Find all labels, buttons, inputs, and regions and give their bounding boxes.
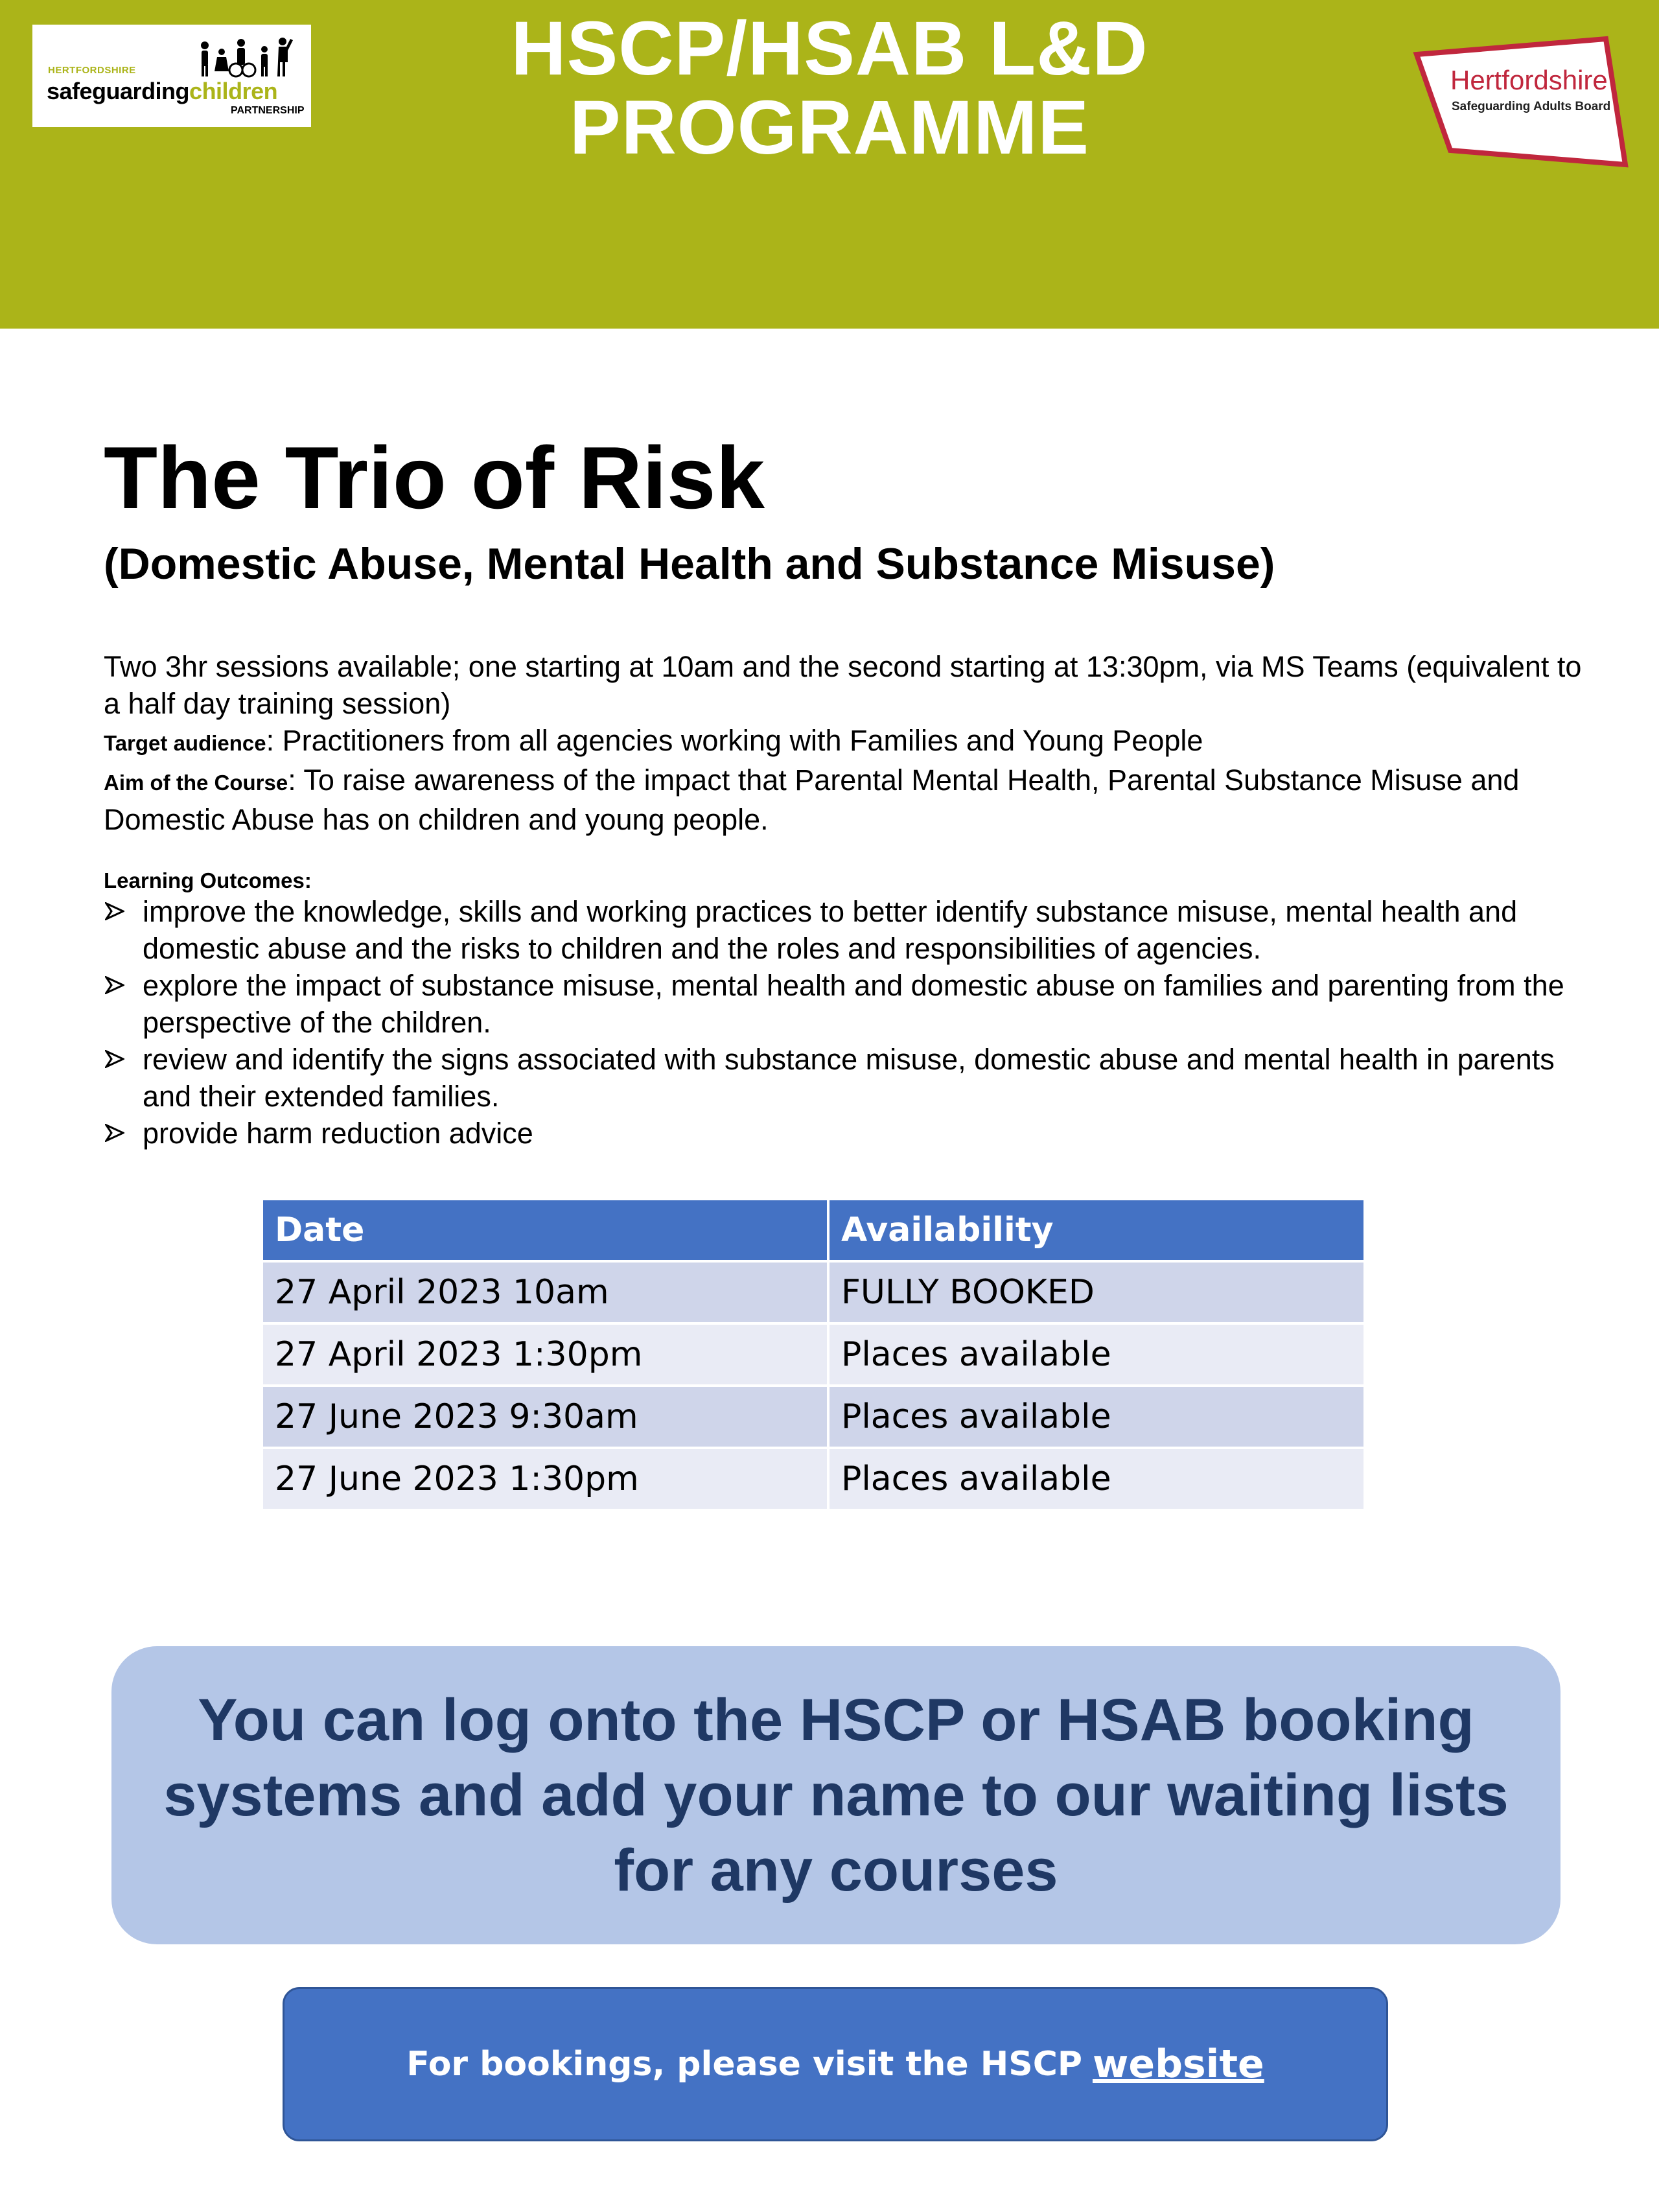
table-row: [262, 1448, 1365, 1510]
course-title: The Trio of Risk: [104, 428, 765, 527]
session-date: 27 June 2023 1:30pm: [262, 1448, 828, 1510]
arrow-bullet-icon: [105, 1124, 124, 1142]
table-row: [262, 1386, 1365, 1448]
logo-wordmark: safeguardingchildren: [47, 78, 278, 104]
session-availability: FULLY BOOKED: [828, 1261, 1365, 1323]
logo-partnership: PARTNERSHIP: [231, 105, 305, 116]
course-intro: [104, 648, 1594, 838]
arrow-bullet-icon: [105, 976, 124, 994]
session-availability: Places available: [828, 1386, 1365, 1448]
safeguarding-children-partnership-logo: [32, 25, 311, 127]
target-audience: [104, 722, 1594, 762]
logo-name: Hertfordshire: [1450, 65, 1608, 95]
target-audience-label: Target audience: [104, 731, 266, 755]
sessions-table: [261, 1198, 1366, 1511]
list-item: explore the impact of substance misuse, mental health and domestic abuse on families and parenting from the perspective of the children.: [104, 967, 1594, 1041]
session-date: 27 June 2023 9:30am: [262, 1386, 828, 1448]
arrow-bullet-icon: [105, 902, 124, 920]
session-date: 27 April 2023 1:30pm: [262, 1323, 828, 1386]
session-date: 27 April 2023 10am: [262, 1261, 828, 1323]
list-item: review and identify the signs associated with substance misuse, domestic abuse and mental health in parents and their extended families.: [104, 1041, 1594, 1115]
target-audience-text: : Practitioners from all agencies working with Families and Young People: [266, 724, 1203, 757]
table-row: [262, 1323, 1365, 1386]
hertfordshire-safeguarding-adults-board-logo: [1411, 35, 1629, 172]
arrow-bullet-icon: [105, 1050, 124, 1068]
waiting-list-callout: [111, 1646, 1560, 1944]
column-header-date: Date: [262, 1199, 828, 1261]
table-header-row: [262, 1199, 1365, 1261]
booking-text: For bookings, please visit the HSCP: [406, 2045, 1082, 2084]
course-aim-text: : To raise awareness of the impact that Parental Mental Health, Parental Substance Misuse and Domestic Abuse has on children and young people.: [104, 763, 1520, 836]
callout-text: You can log onto the HSCP or HSAB booking systems and add your name to our waiting lists for any courses: [163, 1687, 1509, 1903]
family-figures-icon: [196, 36, 293, 78]
list-item: improve the knowledge, skills and working practices to better identify substance misuse, mental health and domestic abuse and the risks to children and the roles and responsibilities of agencies.: [104, 893, 1594, 967]
booking-banner: [283, 1987, 1388, 2141]
table-row: [262, 1261, 1365, 1323]
learning-outcomes-heading: Learning Outcomes:: [104, 868, 312, 892]
course-aim-label: Aim of the Course: [104, 771, 288, 795]
header-banner: [0, 0, 1659, 329]
column-header-availability: Availability: [828, 1199, 1365, 1261]
course-aim: [104, 762, 1594, 838]
learning-outcomes-list: [104, 893, 1594, 1152]
session-availability: Places available: [828, 1448, 1365, 1510]
course-subtitle: (Domestic Abuse, Mental Health and Substance Misuse): [104, 539, 1275, 588]
hscp-website-link[interactable]: website: [1092, 2042, 1264, 2087]
logo-county: HERTFORDSHIRE: [48, 65, 136, 76]
list-item: provide harm reduction advice: [104, 1115, 1594, 1152]
logo-subtitle: Safeguarding Adults Board: [1452, 100, 1611, 113]
programme-title: HSCP/HSAB L&D PROGRAMME: [511, 6, 1148, 170]
session-availability: Places available: [828, 1323, 1365, 1386]
sessions-text: Two 3hr sessions available; one starting at 10am and the second starting at 13:30pm, via MS Teams (equivalent to a half day training session): [104, 650, 1582, 720]
